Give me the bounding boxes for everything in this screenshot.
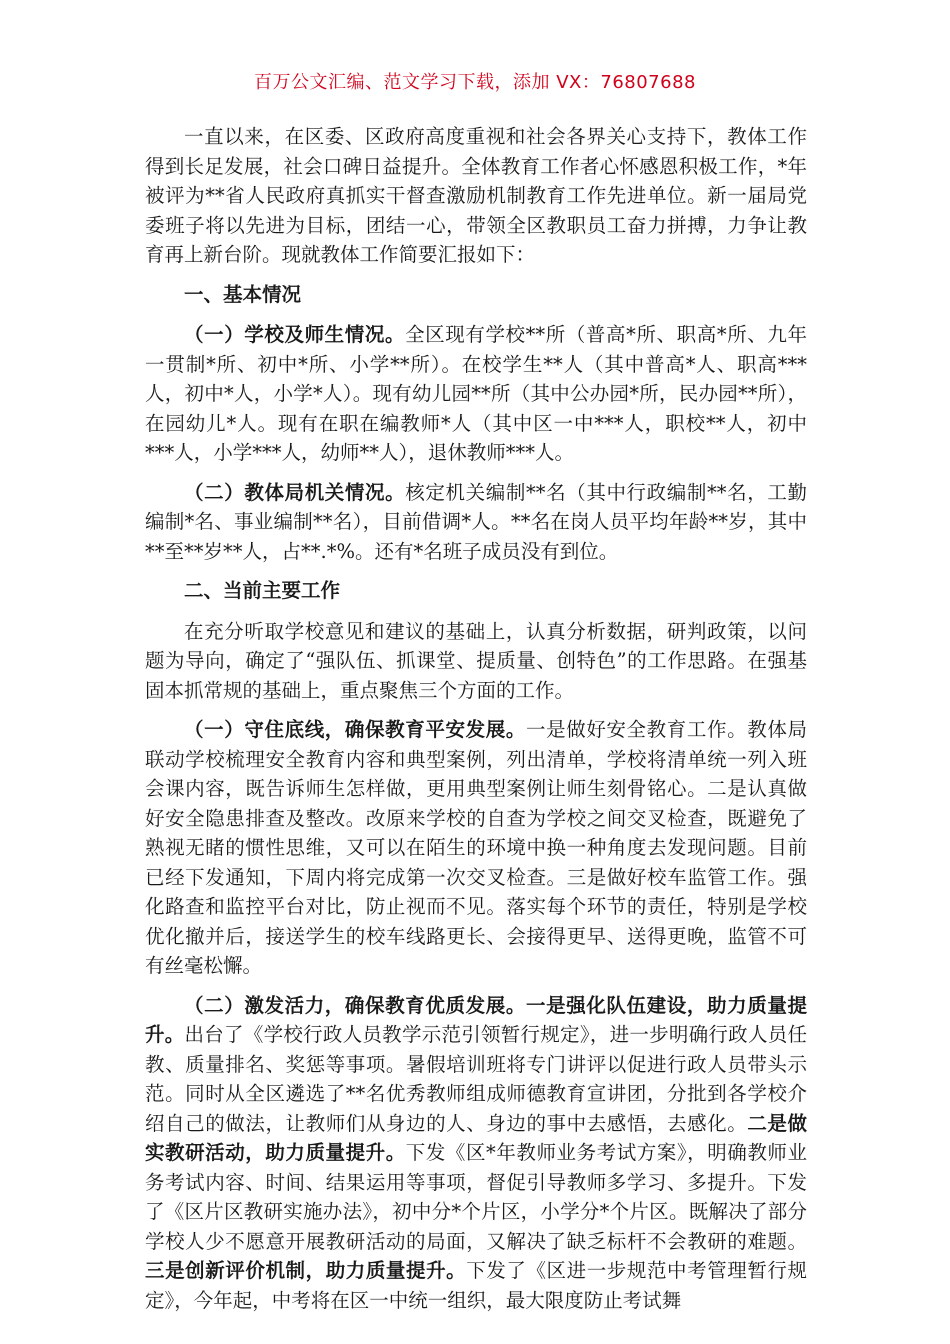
section2-paragraph-1: [145, 715, 807, 981]
section1-heading: 一、基本情况: [184, 282, 302, 306]
header-banner: 百万公文汇编、范文学习下载，添加 VX：76807688: [254, 72, 696, 93]
section2-paragraph-2-bold-1: 一是强化队伍建设，助力质量提升。: [145, 993, 807, 1046]
section2-paragraph-1-text: 一是做好安全教育工作。教体局联动学校梳理安全教育内容和典型案例，列出清单，学校将清单统一列入班会课内容，既告诉师生怎样做，更用典型案例让师生刻骨铭心。二是认真做好安全隐患排查及整改。改原来学校的自查为学校之间交叉检查，既避免了熟视无睹的惯性思维，又可以在陌生的环境中换一种角度去发现问题。目前已经下发通知，下周内将完成第一次交叉检查。三是做好校车监管工作。强化路查和监控平台对比，防止视而不见。落实每个环节的责任，特别是学校优化撤并后，接送学生的校车线路更长、会接得更早、送得更晚，监管不可有丝毫松懈。: [145, 718, 807, 977]
section2-paragraph-2-lead: （二）激发活力，确保教育优质发展。: [184, 993, 526, 1017]
section2-paragraph-2: [145, 991, 807, 1316]
section2-paragraph-2-text-1: 出台了《学校行政人员教学示范引领暂行规定》，进一步明确行政人员任教、质量排名、奖惩等事项。暑假培训班将专门讲评以促进行政人员带头示范。同时从全区遴选了**名优秀教师组成师德教育宣讲团，分批到各学校介绍自己的做法，让教师们从身边的人、身边的事中去感悟，去感化。: [145, 1023, 807, 1135]
section2-intro-paragraph: 在充分听取学校意见和建议的基础上，认真分析数据，研判政策，以问题为导向，确定了“强队伍、抓课堂、提质量、创特色”的工作思路。在强基固本抓常规的基础上，重点聚焦三个方面的工作。: [145, 619, 807, 702]
section2-paragraph-1-lead: （一）守住底线，确保教育平安发展。: [184, 718, 526, 741]
section2-heading: 二、当前主要工作: [184, 579, 341, 602]
section2-paragraph-2-text-2: 下发《区*年教师业务考试方案》，明确教师业务考试内容、时间、结果运用等事项，督促引导教师多学习、多提升。下发了《区片区教研实施办法》，初中分*个片区，小学分*个片区。既解决了部分学校人少不愿意开展教研活动的局面，又解决了缺乏标杆不会教研的难题。: [145, 1141, 807, 1253]
section2-paragraph-2-bold-3: 三是创新评价机制，助力质量提升。: [145, 1259, 467, 1282]
intro-paragraph: 一直以来，在区委、区政府高度重视和社会各界关心支持下，教体工作得到长足发展，社会口碑日益提升。全体教育工作者心怀感恩积极工作，*年被评为**省人民政府真抓实干督查激励机制教育工作先进单位。新一届局党委班子将以先进为目标，团结一心，带领全区教职员工奋力拼搏，力争让教育再上新台阶。现就教体工作简要汇报如下：: [145, 125, 807, 266]
section2-paragraph-2-bold-2: 二是做实教研活动，助力质量提升。: [145, 1111, 807, 1164]
document-body: [145, 122, 807, 1325]
section1-paragraph-2-text: 核定机关编制**名（其中行政编制**名，工勤编制*名、事业编制**名），目前借调*人。**名在岗人员平均年龄**岁，其中**至**岁**人，占**.*%。还有*名班子成员没有到位。: [145, 480, 807, 563]
section2-paragraph-2-text-3: 下发了《区进一步规范中考管理暂行规定》，今年起，中考将在区一中统一组织，最大限度防止考试舞: [145, 1259, 807, 1312]
section1-paragraph-1: [145, 320, 807, 468]
section1-paragraph-1-lead: （一）学校及师生情况。: [184, 323, 406, 346]
section1-paragraph-2-lead: （二）教体局机关情况。: [184, 480, 406, 504]
section1-paragraph-1-text: 全区现有学校**所（普高*所、职高*所、九年一贯制*所、初中*所、小学**所）。在校学生**人（其中普高*人、职高***人，初中*人，小学*人）。现有幼儿园**所（其中公办园*所，民办园**所），在园幼儿*人。现有在职在编教师*人（其中区一中***人，职校**人，初中***人，小学***人，幼师**人），退休教师***人。: [145, 323, 807, 464]
section1-paragraph-2: [145, 478, 807, 567]
